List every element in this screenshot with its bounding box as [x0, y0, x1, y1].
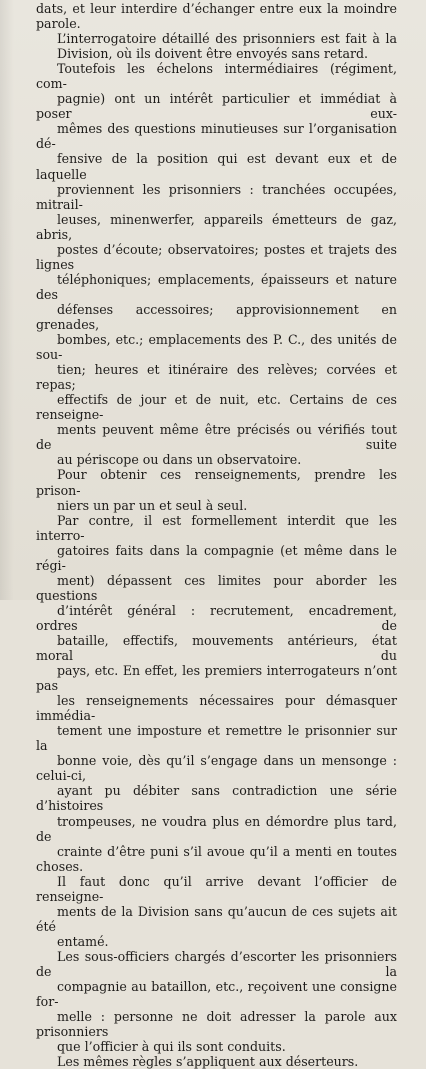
text-line: mêmes des questions minutieuses sur l’organisation dé- — [36, 121, 397, 152]
text-line: Les mêmes règles s’appliquent aux déserteurs. — [57, 1054, 359, 1069]
text-line: parole. — [36, 16, 81, 32]
text-line: trompeuses, ne voudra plus en démordre plus tard, de — [36, 813, 397, 844]
text-line: proviennent les prisonniers : tranchées occupées, mitrail- — [36, 181, 397, 212]
text-line: compagnie au bataillon, etc., reçoivent une consigne for- — [36, 979, 397, 1010]
text-line: Division, où ils doivent être envoyés sans retard. — [57, 46, 369, 62]
text-line: entamé. — [57, 933, 109, 949]
paragraph — [36, 513, 397, 949]
text-line: téléphoniques; emplacements, épaisseurs et nature des — [36, 271, 397, 302]
text-line: melle : personne ne doit adresser la parole aux prisonniers — [36, 1009, 397, 1040]
text-line: leuses, minenwerfer, appareils émetteurs de gaz, abris, — [36, 211, 397, 242]
text-line: dats, et leur interdire d’échanger entre eux la moindre — [36, 1, 397, 16]
text-line: tement une imposture et remettre le prisonnier sur la — [36, 723, 397, 754]
text-line: défenses accessoires; approvisionnement en grenades, — [36, 301, 397, 332]
text-line: bonne voie, dès qu’il s’engage dans un mensonge : celui-ci, — [36, 753, 397, 784]
text-line: pagnie) ont un intérêt particulier et immédiat à poser eux- — [36, 91, 397, 122]
text-line: niers un par un et seul à seul. — [57, 497, 248, 513]
paragraph — [36, 949, 397, 1054]
text-line: Il faut donc qu’il arrive devant l’officier de renseigne- — [36, 873, 397, 904]
text-line: ayant pu débiter sans contradiction une série d’histoires — [36, 783, 397, 814]
paragraph — [36, 61, 397, 467]
paragraph — [36, 1054, 397, 1069]
text-line: bombes, etc.; emplacements des P. C., des unités de sou- — [36, 332, 397, 363]
text-line: ments peuvent même être précisés ou vérifiés tout de suite — [36, 422, 397, 453]
text-line: effectifs de jour et de nuit, etc. Certains de ces renseigne- — [36, 392, 397, 423]
text-line: les renseignements nécessaires pour démasquer immédia- — [36, 693, 397, 724]
text-line: tien; heures et itinéraire des relèves; corvées et repas; — [36, 362, 397, 393]
paragraph — [36, 467, 397, 512]
text-line: ment) dépassent ces limites pour aborder les questions — [36, 572, 397, 603]
text-line: crainte d’être puni s’il avoue qu’il a menti en toutes choses. — [36, 843, 397, 874]
text-line: pays, etc. En effet, les premiers interrogateurs n’ont pas — [36, 663, 397, 694]
text-line: Pour obtenir ces renseignements, prendre les prison- — [36, 467, 397, 498]
text-line: Par contre, il est formellement interdit que les interro- — [36, 512, 397, 543]
text-line: gatoires faits dans la compagnie (et même dans le régi- — [36, 542, 397, 573]
text-line: bataille, effectifs, mouvements antérieurs, état moral du — [36, 632, 397, 664]
text-line: que l’officier à qui ils sont conduits. — [57, 1039, 286, 1055]
text-line: ments de la Division sans qu’aucun de ces sujets ait été — [36, 903, 397, 934]
text-line: d’intérêt général : recrutement, encadrement, ordres de — [36, 602, 397, 633]
paragraph — [36, 1, 397, 31]
page-text-body — [36, 1, 397, 1069]
text-line: Les sous-officiers chargés d’escorter les prisonniers de la — [36, 948, 397, 979]
text-line: Toutefois les échelons intermédiaires (régiment, com- — [36, 61, 397, 92]
paragraph — [36, 31, 397, 61]
text-line: postes d’écoute; observatoires; postes et trajets des lignes — [36, 241, 397, 272]
text-line: L’interrogatoire détaillé des prisonniers est fait à la — [57, 31, 397, 47]
text-line: au périscope ou dans un observatoire. — [57, 452, 302, 468]
text-line: fensive de la position qui est devant eux et de laquelle — [36, 151, 397, 182]
